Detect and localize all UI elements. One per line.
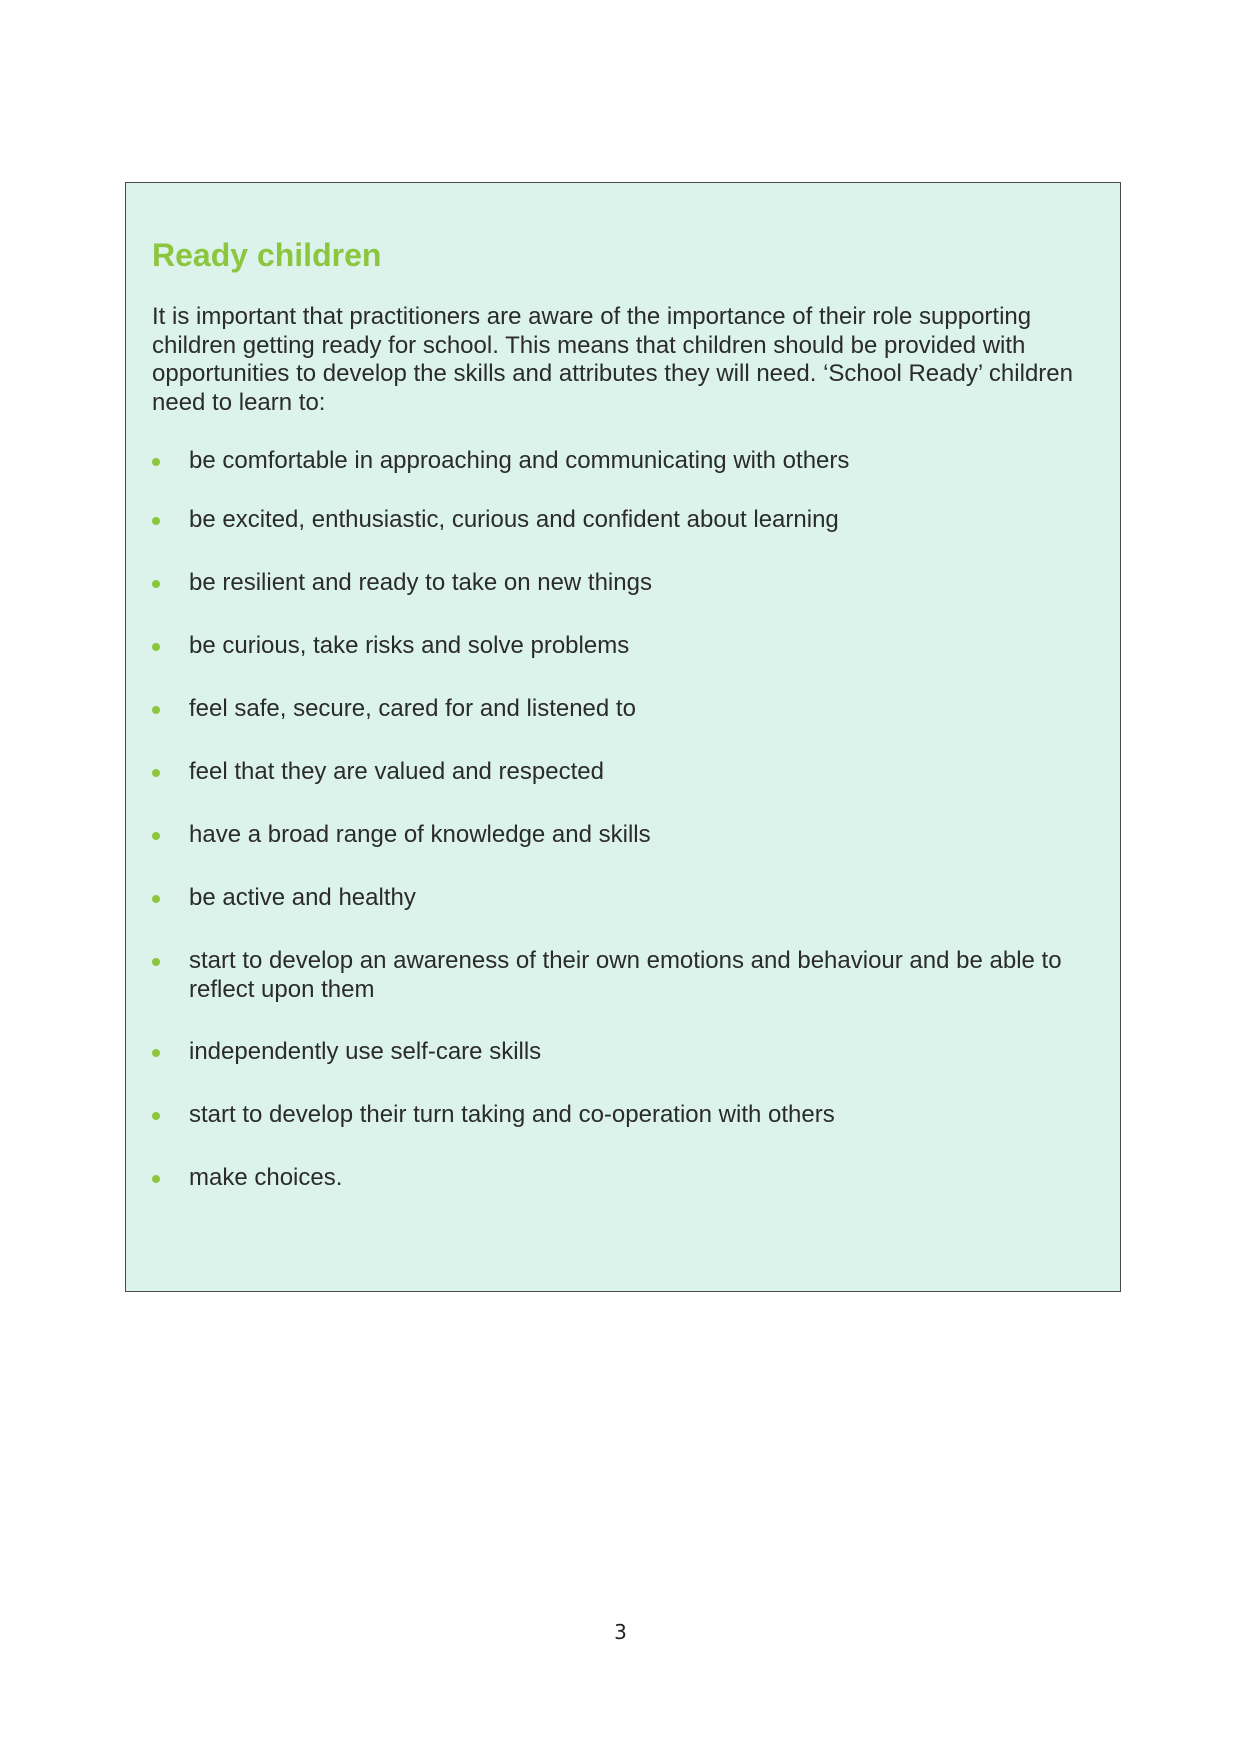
bullet-icon xyxy=(152,580,160,588)
bullet-icon xyxy=(152,1112,160,1120)
list-item xyxy=(152,758,1082,787)
content-box xyxy=(125,182,1121,1292)
list-item-text: make choices. xyxy=(189,1164,343,1191)
list-item xyxy=(152,884,1082,913)
bullet-icon xyxy=(152,706,160,714)
list-item xyxy=(152,947,1082,1004)
list-item xyxy=(152,695,1082,724)
section-heading: Ready children xyxy=(152,237,382,273)
list-item xyxy=(152,1038,1082,1067)
list-item-text: start to develop their turn taking and co-operation with others xyxy=(189,1101,835,1128)
bullet-icon xyxy=(152,895,160,903)
bullet-icon xyxy=(152,769,160,777)
list-item-text: be curious, take risks and solve problems xyxy=(189,632,630,659)
list-item-text: be excited, enthusiastic, curious and confident about learning xyxy=(189,506,839,533)
list-item xyxy=(152,569,1082,598)
list-item xyxy=(152,1164,1082,1193)
bullet-icon xyxy=(152,643,160,651)
bullet-icon xyxy=(152,1049,160,1057)
list-item-text: independently use self-care skills xyxy=(189,1038,542,1065)
page-number: 3 xyxy=(614,1620,627,1644)
bullet-icon xyxy=(152,832,160,840)
list-item xyxy=(152,1101,1082,1130)
list-item xyxy=(152,632,1082,661)
list-item-text: feel that they are valued and respected xyxy=(189,758,604,785)
list-item-text: feel safe, secure, cared for and listened to xyxy=(189,695,636,722)
intro-paragraph: It is important that practitioners are aware of the importance of their role supporting children getting ready for school. This means that children should be provided with opportunities to develop the skills and attributes they will need. ‘School Ready’ children need to learn to: xyxy=(152,303,1073,416)
list-item-text: start to develop an awareness of their own emotions and behaviour and be able to reflect upon them xyxy=(189,947,1062,1003)
bullet-icon xyxy=(152,958,160,966)
list-item-text: be resilient and ready to take on new things xyxy=(189,569,652,596)
list-item-text: be comfortable in approaching and communicating with others xyxy=(189,447,850,474)
list-item-text: be active and healthy xyxy=(189,884,416,911)
bullet-icon xyxy=(152,1175,160,1183)
list-item-text: have a broad range of knowledge and skills xyxy=(189,821,651,848)
list-item xyxy=(152,506,1082,535)
list-item xyxy=(152,821,1082,850)
bullet-icon xyxy=(152,458,160,466)
list-item xyxy=(152,447,1082,476)
bullet-icon xyxy=(152,517,160,525)
